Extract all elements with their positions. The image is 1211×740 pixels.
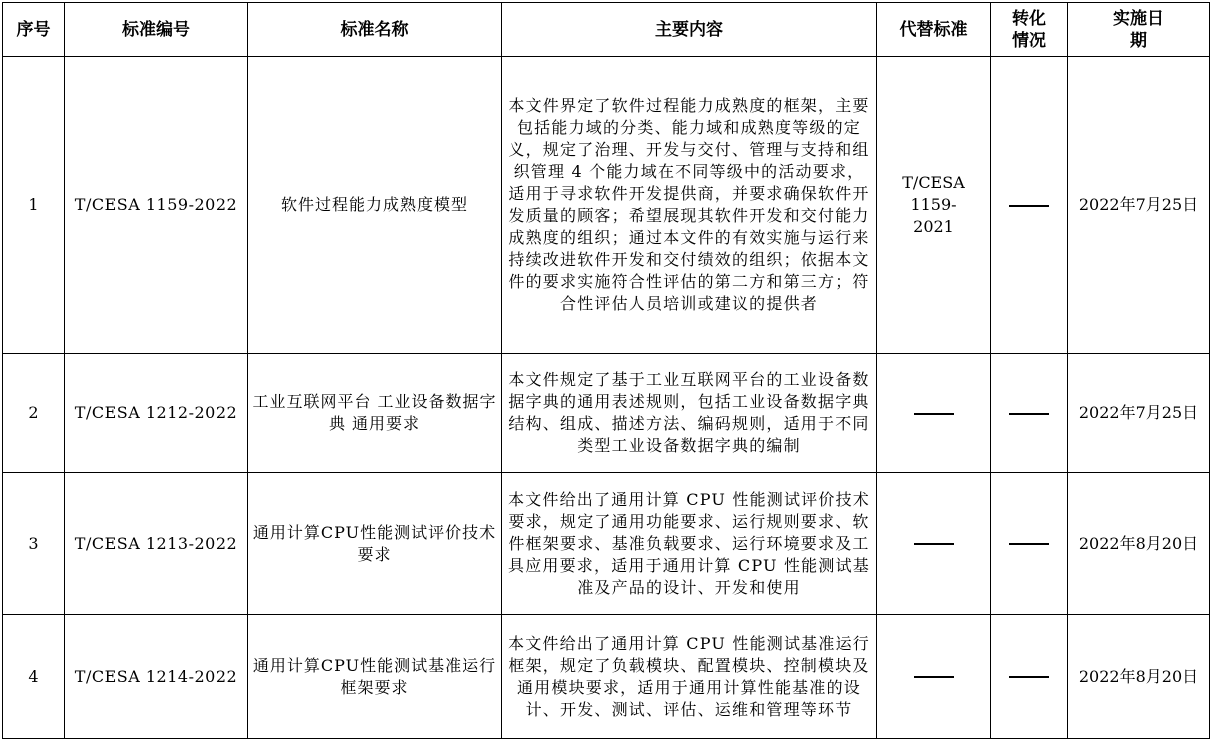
header-row xyxy=(3,3,1210,57)
cell-convert xyxy=(991,615,1068,739)
cell-std-name: 通用计算CPU性能测试评价技术要求 xyxy=(248,473,502,615)
cell-content: 本文件给出了通用计算 CPU 性能测试评价技术要求，规定了通用功能要求、运行规则要求、软件框架要求、基准负载要求、运行环境要求及工具应用要求，适用于通用计算 CPU 性能测试基准及产品的设计、开发和使用 xyxy=(502,473,877,615)
table-row xyxy=(3,473,1210,615)
cell-convert xyxy=(991,57,1068,354)
header-replace: 代替标准 xyxy=(877,3,991,57)
dash-mark xyxy=(1009,413,1049,415)
header-std-name: 标准名称 xyxy=(248,3,502,57)
dash-mark xyxy=(914,413,954,415)
cell-date: 2022年8月20日 xyxy=(1068,473,1210,615)
table-row xyxy=(3,354,1210,473)
cell-convert xyxy=(991,354,1068,473)
cell-convert xyxy=(991,473,1068,615)
cell-seq: 4 xyxy=(3,615,65,739)
cell-replace xyxy=(877,615,991,739)
cell-date: 2022年8月20日 xyxy=(1068,615,1210,739)
cell-seq: 3 xyxy=(3,473,65,615)
dash-mark xyxy=(914,543,954,545)
cell-seq: 1 xyxy=(3,57,65,354)
dash-mark xyxy=(1009,676,1049,678)
dash-mark xyxy=(1009,205,1049,207)
standards-table xyxy=(2,2,1210,739)
cell-content: 本文件给出了通用计算 CPU 性能测试基准运行框架，规定了负载模块、配置模块、控制模块及通用模块要求，适用于通用计算性能基准的设计、开发、测试、评估、运维和管理等环节 xyxy=(502,615,877,739)
cell-std-no: T/CESA 1213-2022 xyxy=(65,473,248,615)
cell-std-name: 通用计算CPU性能测试基准运行框架要求 xyxy=(248,615,502,739)
dash-mark xyxy=(914,676,954,678)
cell-seq: 2 xyxy=(3,354,65,473)
cell-replace xyxy=(877,473,991,615)
dash-mark xyxy=(1009,543,1049,545)
cell-date: 2022年7月25日 xyxy=(1068,57,1210,354)
header-seq: 序号 xyxy=(3,3,65,57)
cell-replace: T/CESA 1159-2021 xyxy=(877,57,991,354)
header-date: 实施日期 xyxy=(1068,3,1210,57)
header-content: 主要内容 xyxy=(502,3,877,57)
table-row xyxy=(3,57,1210,354)
header-std-no: 标准编号 xyxy=(65,3,248,57)
table-row xyxy=(3,615,1210,739)
cell-std-name: 工业互联网平台 工业设备数据字典 通用要求 xyxy=(248,354,502,473)
cell-replace xyxy=(877,354,991,473)
cell-std-no: T/CESA 1214-2022 xyxy=(65,615,248,739)
cell-date: 2022年7月25日 xyxy=(1068,354,1210,473)
cell-content: 本文件界定了软件过程能力成熟度的框架，主要包括能力域的分类、能力域和成熟度等级的定义，规定了治理、开发与交付、管理与支持和组织管理 4 个能力域在不同等级中的活动要求，适用于寻求软件开发提供商，并要求确保软件开发质量的顾客；希望展现其软件开发和交付能力成熟度的组织；通过本文件的有效实施与运行来持续改进软件开发和交付绩效的组织；依据本文件的要求实施符合性评估的第二方和第三方；符合性评估人员培训或建议的提供者 xyxy=(502,57,877,354)
cell-std-no: T/CESA 1159-2022 xyxy=(65,57,248,354)
header-convert: 转化情况 xyxy=(991,3,1068,57)
cell-std-no: T/CESA 1212-2022 xyxy=(65,354,248,473)
cell-content: 本文件规定了基于工业互联网平台的工业设备数据字典的通用表述规则，包括工业设备数据字典结构、组成、描述方法、编码规则，适用于不同类型工业设备数据字典的编制 xyxy=(502,354,877,473)
cell-std-name: 软件过程能力成熟度模型 xyxy=(248,57,502,354)
